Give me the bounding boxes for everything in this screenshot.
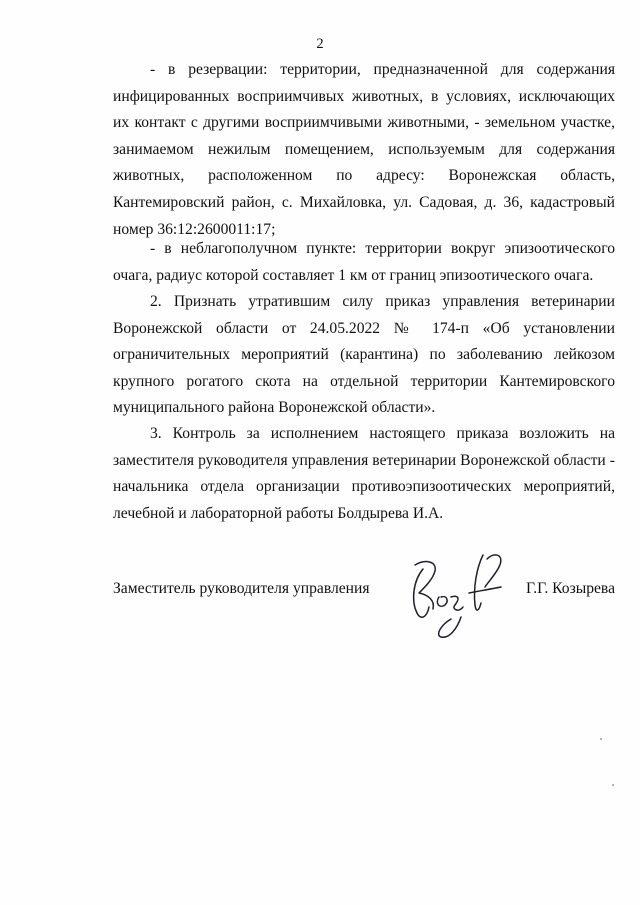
paragraph-item-3: 3. Контроль за исполнением настоящего приказа возложить на заместителя руководителя управления ветеринарии Воронежской области - начальника отдела организации противоэпизоотических мероприятий, лечебной и лабораторной работы Болдырева И.А. [113,425,615,522]
signatory-title: Заместитель руководителя управления [113,580,370,597]
paragraph-reservation: - в резервации: территории, предназначенной для содержания инфицированных восприимчивых животных, в условиях, исключающих их контакт с другими восприимчивыми животными, - земельном участке, занимаемом нежилым помещением, используемым для содержания животных, расположенном по адресу: Воронежская область, Кантемировский район, с. Михайловка, ул. Садовая, д. 36, кадастровый номер 36:12:2600011:17; [113,61,615,238]
handwritten-signature [403,547,513,643]
signature-block [113,574,615,644]
page-number: 2 [316,36,324,52]
signatory-name: Г.Г. Козырева [525,580,615,597]
paragraph-unfavorable-point: - в неблагополучном пункте: территории вокруг эпизоотического очага, радиус которой составляет 1 км от границ эпизоотического очага. [113,240,615,284]
paragraph-item-2: 2. Признать утратившим силу приказ управления ветеринарии Воронежской области от 24.05.2022 № 174-п «Об установлении ограничительных мероприятий (карантина) по заболеванию лейкозом крупного рогатого скота на отдельной территории Кантемировского муниципального района Воронежской области». [113,293,615,417]
scan-speck [600,738,602,740]
scan-speck [612,784,614,786]
